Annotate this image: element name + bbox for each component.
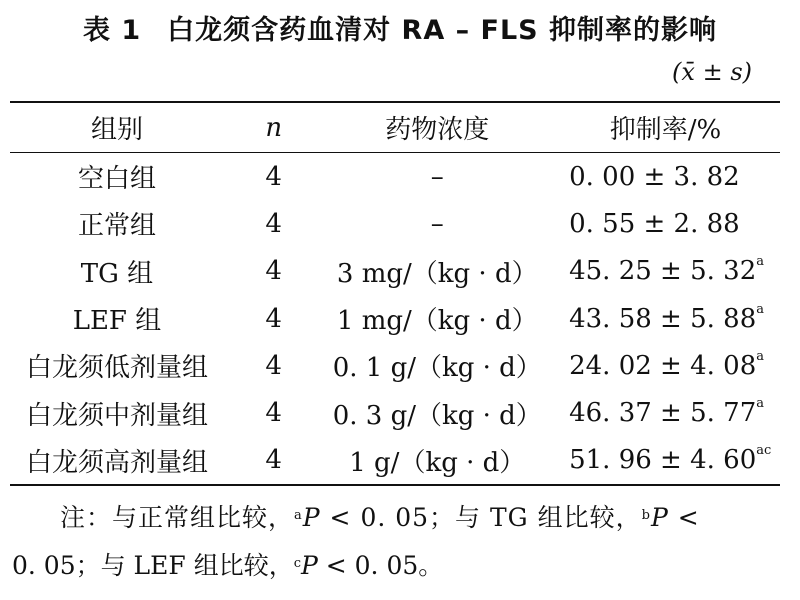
table-row <box>10 295 780 342</box>
table-row <box>10 248 780 295</box>
significance-mark: a <box>756 348 765 364</box>
cell-concentration: 3 mg/（kg · d） <box>336 258 538 289</box>
cell-concentration: 0. 1 g/（kg · d） <box>332 353 542 384</box>
rate-value: 0. 00 ± 3. 82 <box>569 161 740 192</box>
rate-value: 51. 96 ± 4. 60 <box>569 445 757 476</box>
data-table <box>10 101 780 486</box>
cell-rate <box>551 200 780 247</box>
footnote-p-symbol: P <box>300 551 318 580</box>
cell-group: TG 组 <box>80 258 154 289</box>
cell-rate <box>551 153 780 201</box>
cell-concentration: 1 mg/（kg · d） <box>336 306 538 337</box>
footnote-p-symbol: P <box>650 503 669 532</box>
cell-n: 4 <box>265 445 282 476</box>
cell-rate <box>551 342 780 389</box>
footnote-text: < 0. 05。 <box>317 551 444 580</box>
rate-value: 24. 02 ± 4. 08 <box>569 350 757 381</box>
cell-rate <box>551 389 780 436</box>
rate-value: 46. 37 ± 5. 77 <box>569 398 757 429</box>
cell-group: 正常组 <box>77 211 156 242</box>
cell-group: 白龙须低剂量组 <box>25 353 208 384</box>
table-row <box>10 342 780 389</box>
table-row <box>10 437 780 485</box>
significance-mark: a <box>756 254 765 270</box>
cell-group: 空白组 <box>77 164 156 195</box>
footnote-p-symbol: P <box>302 503 321 532</box>
significance-mark: a <box>756 301 765 317</box>
footnote-text: < 0. 05；与 TG 组比较， <box>320 503 642 532</box>
table-title-text: 白龙须含药血清对 RA – FLS 抑制率的影响 <box>167 15 718 46</box>
cell-concentration: 0. 3 g/（kg · d） <box>332 400 542 431</box>
cell-n: 4 <box>265 208 282 239</box>
header-concentration: 药物浓度 <box>385 115 490 145</box>
cell-rate <box>551 295 780 342</box>
cell-n: 4 <box>265 161 282 192</box>
cell-n: 4 <box>265 303 282 334</box>
cell-rate <box>551 437 780 485</box>
cell-n: 4 <box>265 398 282 429</box>
cell-concentration: – <box>430 161 444 192</box>
header-group: 组别 <box>90 115 143 145</box>
table-row <box>10 200 780 247</box>
stats-notation: (x̄ ± s) <box>672 58 752 86</box>
footnote-sup-c: c <box>293 556 301 571</box>
cell-group: LEF 组 <box>72 306 162 337</box>
cell-concentration: 1 g/（kg · d） <box>349 447 526 478</box>
footnote-text: 0. 05；与 LEF 组比较， <box>12 551 294 580</box>
significance-mark: a <box>756 396 765 412</box>
significance-mark: ac <box>756 443 772 459</box>
footnote-text: < <box>668 503 700 532</box>
table-footnote <box>0 494 800 590</box>
footnote-prefix: 注：与正常组比较， <box>60 503 295 532</box>
header-rate: 抑制率/% <box>609 115 722 145</box>
table-row <box>10 153 780 201</box>
rate-value: 43. 58 ± 5. 88 <box>569 303 757 334</box>
cell-n: 4 <box>265 256 282 287</box>
cell-group: 白龙须高剂量组 <box>25 447 208 478</box>
footnote-sup-a: a <box>294 508 303 523</box>
cell-rate <box>551 248 780 295</box>
cell-n: 4 <box>265 350 282 381</box>
rate-value: 0. 55 ± 2. 88 <box>569 208 740 239</box>
cell-group: 白龙须中剂量组 <box>25 400 208 431</box>
footnote-sup-b: b <box>641 508 651 523</box>
table-number: 表 1 <box>82 15 142 46</box>
rate-value: 45. 25 ± 5. 32 <box>569 256 757 287</box>
footnote-line-1 <box>0 494 800 542</box>
table-title <box>0 8 800 47</box>
table-header-row <box>10 102 780 153</box>
footnote-line-2 <box>0 542 800 590</box>
cell-concentration: – <box>430 208 444 239</box>
table-row <box>10 389 780 436</box>
header-n: n <box>265 112 283 143</box>
